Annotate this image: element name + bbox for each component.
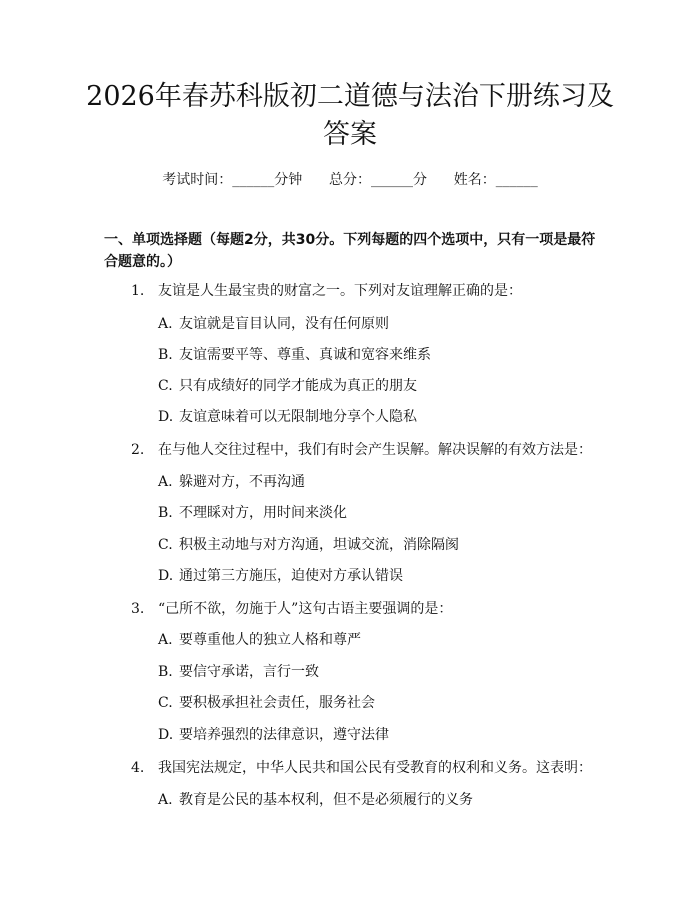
option-text: 友谊就是盲目认同，没有任何原则 <box>179 316 389 332</box>
option-text: 要信守承诺，言行一致 <box>179 664 319 680</box>
question-text: 在与他人交往过程中，我们有时会产生误解。解决误解的有效方法是： <box>158 442 592 458</box>
option-letter: A. <box>158 474 173 490</box>
option-2c <box>158 535 459 555</box>
exam-info-line: 考试时间：______分钟 总分：______分 姓名：______ <box>162 172 538 188</box>
option-4a <box>158 790 473 810</box>
option-1d <box>158 407 417 427</box>
option-letter: A. <box>158 792 173 808</box>
question-number: 2. <box>131 442 145 458</box>
option-letter: C. <box>158 537 173 553</box>
option-letter: A. <box>158 316 173 332</box>
option-letter: B. <box>158 664 173 680</box>
option-1c <box>158 376 417 396</box>
option-letter: C. <box>158 378 173 394</box>
option-text: 要积极承担社会责任，服务社会 <box>179 695 375 711</box>
question-3 <box>131 599 452 619</box>
option-3a <box>158 630 361 650</box>
option-text: 要培养强烈的法律意识，遵守法律 <box>179 727 389 743</box>
document-title: 2026年春苏科版初二道德与法治下册练习及答案 <box>86 81 614 150</box>
section-heading: 一、单项选择题（每题2分，共30分。下列每题的四个选项中，只有一项是最符合题意的。） <box>104 232 596 270</box>
option-letter: D. <box>158 727 174 743</box>
option-letter: D. <box>158 409 174 425</box>
option-text: 教育是公民的基本权利，但不是必须履行的义务 <box>179 792 473 808</box>
option-3c <box>158 693 375 713</box>
option-letter: B. <box>158 347 173 363</box>
question-number: 4. <box>131 760 145 776</box>
question-number: 1. <box>131 283 145 299</box>
question-text: 友谊是人生最宝贵的财富之一。下列对友谊理解正确的是： <box>158 283 522 299</box>
option-1b <box>158 345 431 365</box>
question-text: “己所不欲，勿施于人”这句古语主要强调的是： <box>158 601 453 617</box>
option-text: 友谊意味着可以无限制地分享个人隐私 <box>179 409 417 425</box>
option-3b <box>158 662 319 682</box>
option-letter: C. <box>158 695 173 711</box>
question-number: 3. <box>131 601 145 617</box>
option-text: 只有成绩好的同学才能成为真正的朋友 <box>179 378 417 394</box>
option-2b <box>158 503 347 523</box>
option-3d <box>158 725 389 745</box>
question-4 <box>131 758 592 778</box>
option-letter: D. <box>158 568 174 584</box>
option-text: 躲避对方，不再沟通 <box>179 474 305 490</box>
question-1 <box>131 281 522 301</box>
option-text: 通过第三方施压，迫使对方承认错误 <box>179 568 403 584</box>
option-text: 友谊需要平等、尊重、真诚和宽容来维系 <box>179 347 431 363</box>
option-2d <box>158 566 403 586</box>
option-letter: B. <box>158 505 173 521</box>
option-2a <box>158 472 305 492</box>
option-text: 积极主动地与对方沟通，坦诚交流，消除隔阂 <box>179 537 459 553</box>
option-text: 要尊重他人的独立人格和尊严 <box>179 632 361 648</box>
option-text: 不理睬对方，用时间来淡化 <box>179 505 347 521</box>
option-letter: A. <box>158 632 173 648</box>
question-2 <box>131 440 592 460</box>
question-text: 我国宪法规定，中华人民共和国公民有受教育的权利和义务。这表明： <box>158 760 592 776</box>
option-1a <box>158 314 389 334</box>
